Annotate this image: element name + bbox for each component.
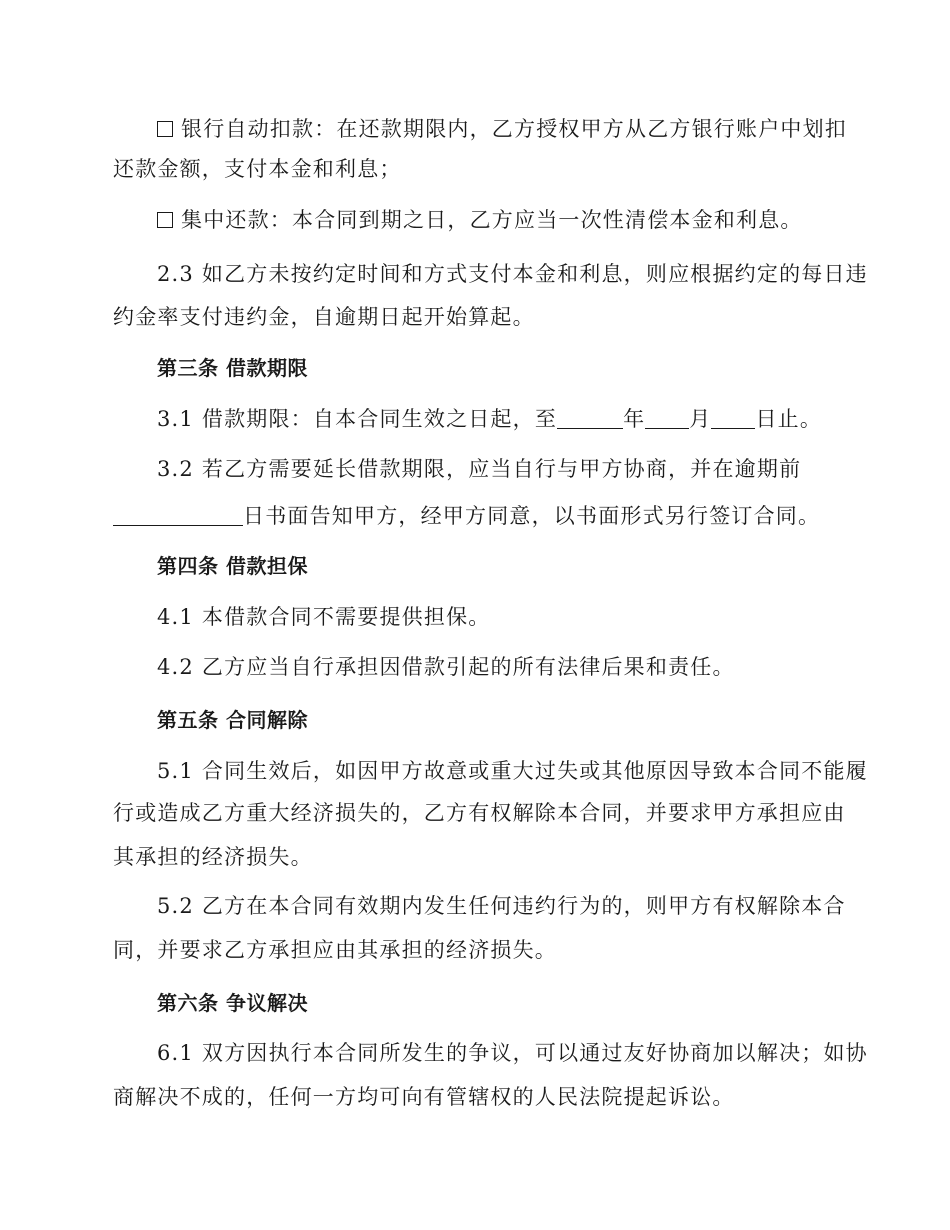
day-label: 日止。 bbox=[755, 407, 823, 431]
paragraph-line: 其承担的经济损失。 bbox=[113, 845, 313, 869]
blank-day[interactable] bbox=[711, 408, 755, 429]
year-label: 年 bbox=[623, 407, 646, 431]
paragraph-line: 商解决不成的，任何一方均可向有管辖权的人民法院提起诉讼。 bbox=[113, 1085, 735, 1109]
section-heading-6: 第六条 争议解决 bbox=[157, 991, 308, 1015]
paragraph-line: 行或造成乙方重大经济损失的，乙方有权解除本合同，并要求甲方承担应由 bbox=[113, 801, 846, 825]
paragraph-line: 4.2 乙方应当自行承担因借款引起的所有法律后果和责任。 bbox=[157, 655, 735, 679]
paragraph-line: 4.1 本借款合同不需要提供担保。 bbox=[157, 605, 491, 629]
paragraph-line: 6.1 双方因执行本合同所发生的争议，可以通过友好协商加以解决；如协 bbox=[157, 1041, 868, 1065]
loan-term-text: 3.1 借款期限：自本合同生效之日起，至 bbox=[157, 407, 558, 431]
section-heading-4: 第四条 借款担保 bbox=[157, 554, 308, 578]
paragraph-line: 2.3 如乙方未按约定时间和方式支付本金和利息，则应根据约定的每日违 bbox=[157, 262, 868, 286]
option-text: 银行自动扣款：在还款期限内，乙方授权甲方从乙方银行账户中划扣 bbox=[181, 117, 847, 141]
option-bank-auto-debit bbox=[157, 113, 847, 145]
blank-year[interactable] bbox=[557, 408, 623, 429]
section-heading-5: 第五条 合同解除 bbox=[157, 708, 308, 732]
extension-notice-line bbox=[113, 500, 843, 532]
paragraph-line: 同，并要求乙方承担应由其承担的经济损失。 bbox=[113, 938, 557, 962]
checkbox-bank-auto-debit[interactable] bbox=[157, 121, 173, 137]
paragraph-line: 5.1 合同生效后，如因甲方故意或重大过失或其他原因导致本合同不能履 bbox=[157, 759, 868, 783]
blank-days[interactable] bbox=[113, 505, 243, 526]
paragraph-line: 约金率支付违约金，自逾期日起开始算起。 bbox=[113, 305, 535, 329]
paragraph-line: 5.2 乙方在本合同有效期内发生任何违约行为的，则甲方有权解除本合 bbox=[157, 894, 846, 918]
option-lump-sum bbox=[157, 204, 847, 236]
blank-month[interactable] bbox=[645, 408, 689, 429]
section-heading-3: 第三条 借款期限 bbox=[157, 356, 308, 380]
month-label: 月 bbox=[689, 407, 712, 431]
checkbox-lump-sum[interactable] bbox=[157, 212, 173, 228]
paragraph-line: 3.2 若乙方需要延长借款期限，应当自行与甲方协商，并在逾期前 bbox=[157, 457, 802, 481]
loan-term-line bbox=[157, 403, 847, 435]
paragraph-line: 还款金额，支付本金和利息； bbox=[113, 157, 402, 181]
extension-notice-text: 日书面告知甲方，经甲方同意，以书面形式另行签订合同。 bbox=[243, 504, 821, 528]
option-text: 集中还款：本合同到期之日，乙方应当一次性清偿本金和利息。 bbox=[181, 208, 803, 232]
